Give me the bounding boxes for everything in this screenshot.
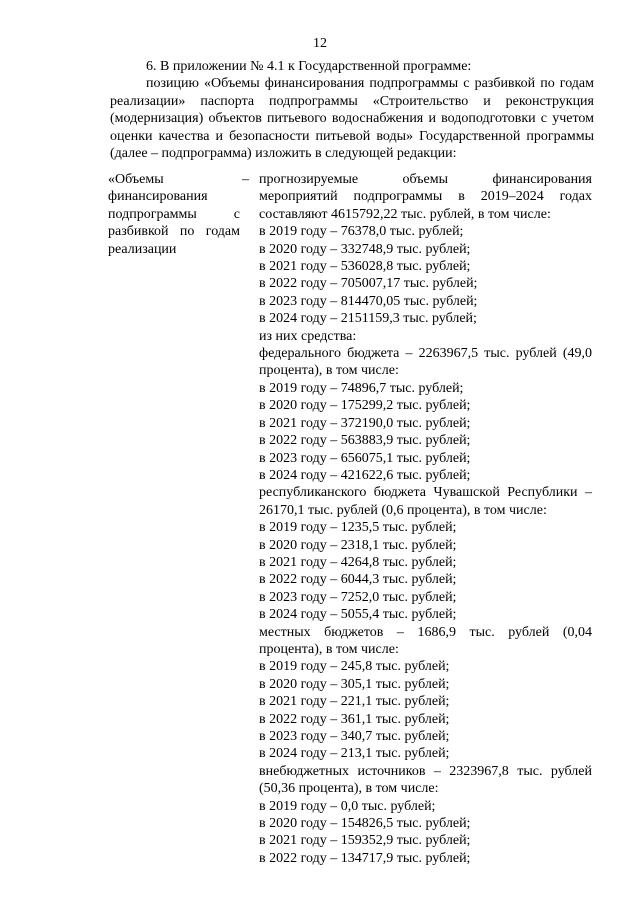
local-year-2024: в 2024 году – 213,1 тыс. рублей;	[259, 746, 450, 762]
local-year-2020: в 2020 году – 305,1 тыс. рублей;	[259, 676, 450, 692]
total-year-2021: в 2021 году – 536028,8 тыс. рублей;	[259, 259, 471, 275]
federal-year-2021: в 2021 году – 372190,0 тыс. рублей;	[259, 415, 471, 431]
republic-funding: республиканского бюджета Чувашской Республики – 26170,1 тыс. рублей (0,6 процента), в том числе:	[259, 485, 592, 518]
republic-year-2023: в 2023 году – 7252,0 тыс. рублей;	[259, 589, 457, 605]
extrabudget-year-2019: в 2019 году – 0,0 тыс. рублей;	[259, 798, 436, 814]
intro-block	[110, 58, 594, 162]
total-year-2020: в 2020 году – 332748,9 тыс. рублей;	[259, 241, 471, 257]
republic-year-2022: в 2022 году – 6044,3 тыс. рублей;	[259, 572, 457, 588]
federal-year-2022: в 2022 году – 563883,9 тыс. рублей;	[259, 433, 471, 449]
extrabudget-funding: внебюджетных источников – 2323967,8 тыс. рублей (50,36 процента), в том числе:	[259, 763, 592, 797]
total-funding: прогнозируемые объемы финансирования мероприятий подпрограммы в 2019–2024 годах составляют 4615792,22 тыс. рублей, в том числе:	[259, 172, 592, 222]
federal-year-2019: в 2019 году – 74896,7 тыс. рублей;	[259, 380, 464, 396]
local-funding: местных бюджетов – 1686,9 тыс. рублей (0,04 процента), в том числе:	[259, 624, 592, 657]
local-year-2021: в 2021 году – 221,1 тыс. рублей;	[259, 694, 450, 710]
republic-year-2024: в 2024 году – 5055,4 тыс. рублей;	[259, 607, 457, 623]
total-year-2024: в 2024 году – 2151159,3 тыс. рублей;	[259, 311, 477, 327]
extrabudget-year-2020: в 2020 году – 154826,5 тыс. рублей;	[259, 816, 471, 832]
federal-funding: федерального бюджета – 2263967,5 тыс. рублей (49,0 процента), в том числе:	[259, 346, 592, 379]
total-year-2022: в 2022 году – 705007,17 тыс. рублей;	[259, 276, 478, 292]
extrabudget-year-2022: в 2022 году – 134717,9 тыс. рублей;	[259, 850, 471, 866]
federal-year-2023: в 2023 году – 656075,1 тыс. рублей;	[259, 450, 471, 466]
total-year-2023: в 2023 году – 814470,05 тыс. рублей;	[259, 293, 478, 309]
total-year-2019: в 2019 году – 76378,0 тыс. рублей;	[259, 224, 464, 240]
extrabudget-year-2021: в 2021 году – 159352,9 тыс. рублей;	[259, 833, 471, 849]
intro-text: позицию «Объемы финансирования подпрограммы с разбивкой по годам реализации» паспорта подпрограммы «Строительство и реконструкция (модернизация) объектов питьевого водоснабжения и водоподготовки с учетом оценки качества и безопасности питьевой воды» Государственной программы (далее – подпрограмма) изложить в следующей редакции:	[110, 76, 594, 162]
funding-content	[259, 171, 592, 867]
local-year-2022: в 2022 году – 361,1 тыс. рублей;	[259, 711, 450, 727]
of-them-label: из них средства:	[259, 328, 357, 344]
position-label: «Объемы финансирования подпрограммы с разбивкой по годам реализации	[108, 172, 240, 257]
local-year-2019: в 2019 году – 245,8 тыс. рублей;	[259, 659, 450, 675]
local-year-2023: в 2023 году – 340,7 тыс. рублей;	[259, 729, 450, 744]
position-dash: –	[242, 172, 249, 187]
page-number: 12	[313, 36, 327, 51]
republic-year-2019: в 2019 году – 1235,5 тыс. рублей;	[259, 520, 457, 536]
federal-year-2024: в 2024 году – 421622,6 тыс. рублей;	[259, 467, 471, 483]
republic-year-2021: в 2021 году – 4264,8 тыс. рублей;	[259, 554, 457, 570]
republic-year-2020: в 2020 году – 2318,1 тыс. рублей;	[259, 537, 457, 553]
federal-year-2020: в 2020 году – 175299,2 тыс. рублей;	[259, 398, 471, 414]
intro-item: 6. В приложении № 4.1 к Государственной программе:	[146, 59, 472, 74]
